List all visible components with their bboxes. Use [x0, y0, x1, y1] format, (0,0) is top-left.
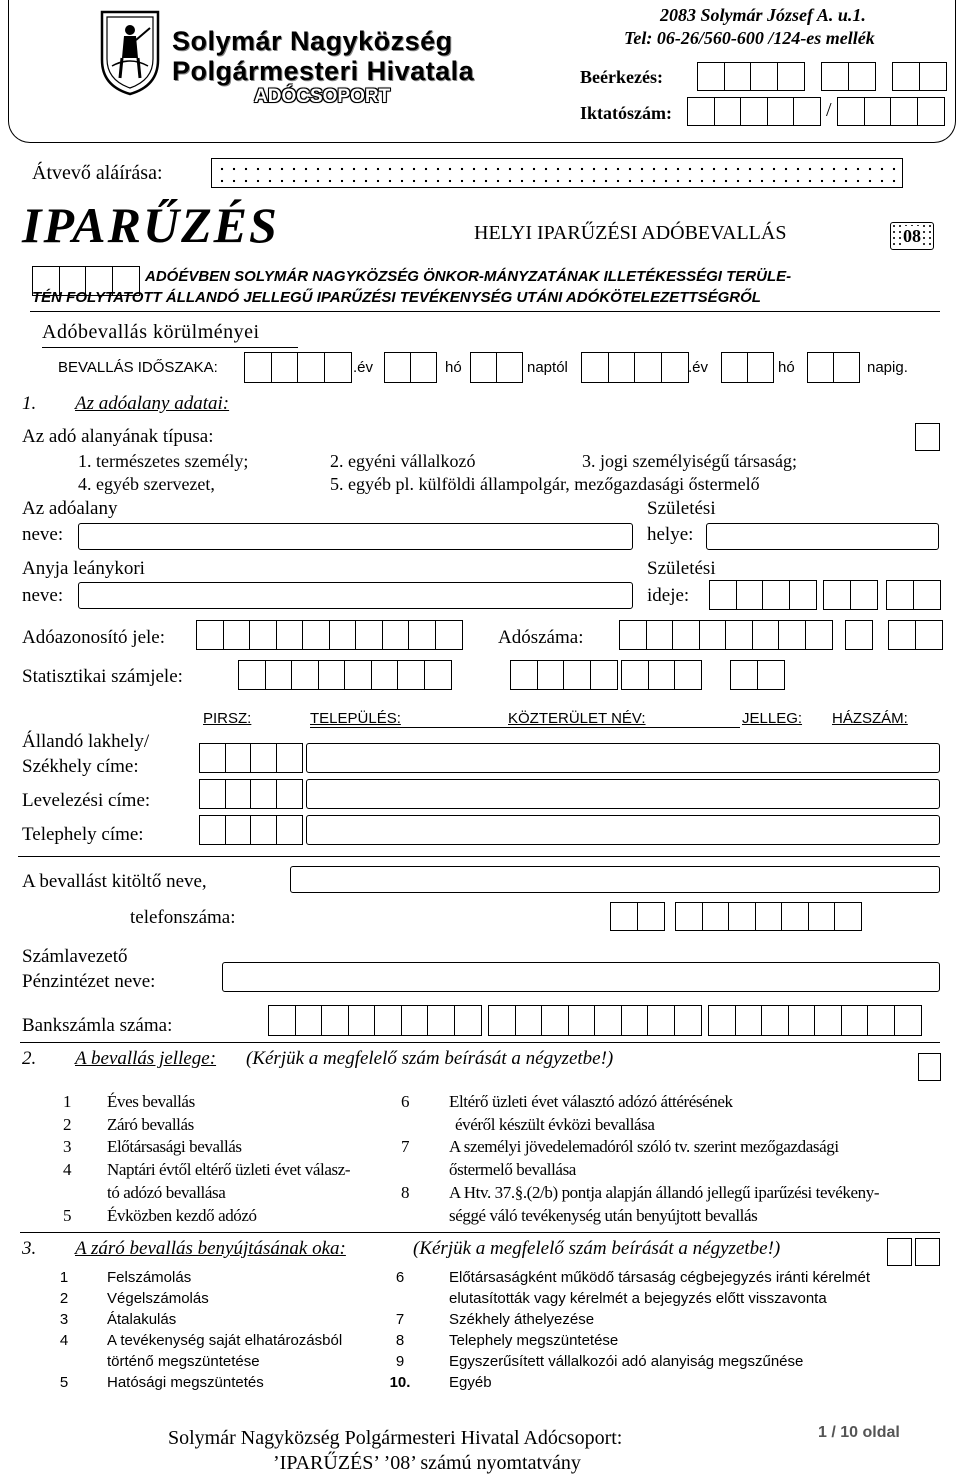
circumstances-heading: Adóbevallás körülményei: [42, 321, 260, 343]
declaration-option-text: Előtársasági bevallás: [107, 1137, 242, 1157]
period-digit-box[interactable]: [807, 352, 834, 383]
address-pirsz-digit-box[interactable]: [250, 815, 277, 845]
declaration-option-number: 4: [62, 1160, 72, 1180]
bank-account-digit-box[interactable]: [761, 1005, 789, 1036]
bank-name-label-1: Számlavezető: [22, 946, 128, 967]
closing-reason-number: 8: [395, 1332, 405, 1349]
taxpayer-type-4: 4. egyéb szervezet,: [78, 474, 215, 494]
filler-phone-label: telefonszáma:: [130, 907, 236, 928]
closing-reason-text: Telephely megszüntetése: [449, 1332, 619, 1349]
taxpayer-name-label-1: Az adóalany: [22, 498, 118, 519]
period-digit-box[interactable]: [496, 352, 523, 383]
phone-digit-box[interactable]: [781, 902, 809, 931]
address-header-kind: JELLEG:: [742, 710, 803, 727]
form-description-line2: TÉN FOLYTATOTT ÁLLANDÓ JELLEGŰ IPARŰZÉSI TEVÉKENYSÉG UTÁNI ADÓKÖTELEZETTSÉGRŐL: [32, 289, 761, 306]
footer-line1: Solymár Nagyközség Polgármesteri Hivatal Adócsoport:: [168, 1427, 623, 1449]
phone-digit-box[interactable]: [728, 902, 756, 931]
mother-name-label-2: neve:: [22, 585, 64, 606]
tax-id-digit-box[interactable]: [249, 620, 277, 650]
received-date-digit-box[interactable]: [777, 62, 805, 91]
received-date-digit-box[interactable]: [919, 62, 947, 91]
bank-name-field[interactable]: [222, 962, 940, 992]
bank-account-digit-box[interactable]: [867, 1005, 895, 1036]
site-address-label: Telephely címe:: [22, 824, 144, 845]
closing-reason-number: 7: [395, 1311, 405, 1328]
phone-digit-box[interactable]: [610, 902, 638, 931]
bank-account-digit-box[interactable]: [374, 1005, 402, 1036]
stat-code-digit-box[interactable]: [318, 660, 346, 690]
form-title-big: IPARŰZÉS: [22, 197, 279, 253]
form-number-badge: [890, 222, 934, 250]
mailing-address-label: Levelezési címe:: [22, 790, 151, 811]
address-header-city: TELEPÜLÉS:: [310, 710, 401, 727]
closing-reason-text: Székhely áthelyezése: [449, 1311, 595, 1328]
period-digit-box[interactable]: [244, 352, 272, 383]
divider: [18, 856, 940, 857]
mailing-address-field[interactable]: [306, 779, 940, 809]
received-date-digit-box[interactable]: [848, 62, 876, 91]
mother-name-label-1: Anyja leánykori: [22, 558, 145, 579]
closing-reason-text: Végelszámolás: [107, 1290, 209, 1307]
period-digit-box[interactable]: [324, 352, 352, 383]
bank-account-digit-box[interactable]: [894, 1005, 922, 1036]
filing-number-digit-box[interactable]: [890, 97, 918, 126]
phone-digit-box[interactable]: [808, 902, 836, 931]
section3-hint: (Kérjük a megfelelő szám beírását a négyzetbe!): [413, 1238, 781, 1259]
bank-account-digit-box[interactable]: [814, 1005, 842, 1036]
tax-number-digit-box[interactable]: [672, 620, 700, 650]
birthdate-digit-box[interactable]: [762, 580, 790, 610]
period-digit-box[interactable]: [271, 352, 299, 383]
tax-id-digit-box[interactable]: [276, 620, 304, 650]
tax-id-digit-box[interactable]: [408, 620, 436, 650]
form-description-line1: ADÓÉVBEN SOLYMÁR NAGYKÖZSÉG ÖNKOR-MÁNYZATÁNAK ILLETÉKESSÉGI TERÜLE-: [145, 268, 792, 285]
closing-reason-number: 6: [395, 1269, 405, 1286]
bank-account-digit-box[interactable]: [841, 1005, 869, 1036]
stat-code-digit-box[interactable]: [344, 660, 372, 690]
filing-number-digit-box[interactable]: [917, 97, 945, 126]
taxpayer-name-field[interactable]: [78, 523, 633, 550]
period-digit-box[interactable]: [721, 352, 748, 383]
period-digit-box[interactable]: [833, 352, 860, 383]
tax-number-digit-box[interactable]: [699, 620, 727, 650]
heading-underline: [42, 347, 298, 348]
address-pirsz-digit-box[interactable]: [276, 815, 303, 845]
form-title-sub: HELYI IPARŰZÉSI ADÓBEVALLÁS: [474, 222, 787, 244]
section2-number: 2.: [22, 1048, 37, 1069]
section1-title: Az adóalany adatai:: [75, 393, 230, 414]
period-digit-box[interactable]: [634, 352, 662, 383]
permanent-address-label-2: Székhely címe:: [22, 756, 139, 777]
closing-reason-box-2[interactable]: [915, 1238, 940, 1266]
declaration-option-number: 6: [400, 1092, 410, 1111]
filing-number-digit-box[interactable]: [837, 97, 865, 126]
address-pirsz-digit-box[interactable]: [276, 779, 303, 809]
tax-number-digit-box[interactable]: [845, 620, 873, 650]
declaration-option-text: Záró bevallás: [107, 1114, 194, 1134]
stat-code-digit-box[interactable]: [291, 660, 319, 690]
filing-number-digit-box[interactable]: [793, 97, 821, 126]
tax-id-digit-box[interactable]: [223, 620, 251, 650]
birthdate-digit-box[interactable]: [886, 580, 914, 610]
declaration-option-text: Naptári évtől eltérő üzleti évet válasz-: [107, 1160, 351, 1180]
closing-reason-text: elutasították vagy kérelmét a bejegyzés előtt visszavonta: [449, 1290, 827, 1307]
stat-code-digit-box[interactable]: [674, 660, 702, 690]
period-to-label: napig.: [867, 359, 908, 376]
phone-digit-box[interactable]: [637, 902, 665, 931]
declaration-option-number: 2: [62, 1114, 72, 1134]
office-name-line2: Polgármesteri Hivatala: [172, 56, 475, 86]
section2-hint: (Kérjük a megfelelő szám beírását a négyzetbe!): [246, 1048, 614, 1069]
divider: [20, 1042, 940, 1043]
bank-account-digit-box[interactable]: [295, 1005, 323, 1036]
period-digit-box[interactable]: [661, 352, 689, 383]
filing-number-digit-box[interactable]: [740, 97, 768, 126]
address-pirsz-digit-box[interactable]: [276, 743, 303, 773]
period-digit-box[interactable]: [410, 352, 437, 383]
received-date-digit-box[interactable]: [697, 62, 725, 91]
taxpayer-type-3: 3. jogi személyiségű társaság;: [582, 451, 797, 471]
received-label: Beérkezés:: [580, 67, 663, 87]
address-header-street: KÖZTERÜLET NÉV:: [508, 710, 646, 727]
divider: [30, 311, 940, 312]
address-pirsz-digit-box[interactable]: [225, 815, 252, 845]
birthplace-label-1: Születési: [647, 498, 716, 519]
closing-reason-number: 2: [59, 1290, 69, 1307]
birthdate-label-1: Születési: [647, 558, 716, 579]
office-address: 2083 Solymár József A. u.1.: [660, 5, 866, 25]
filing-number-digit-box[interactable]: [767, 97, 795, 126]
birthdate-digit-box[interactable]: [913, 580, 941, 610]
stat-code-digit-box[interactable]: [563, 660, 591, 690]
period-from-label: naptól: [527, 359, 568, 376]
phone-digit-box[interactable]: [675, 902, 703, 931]
declaration-option-text: tó adózó bevallása: [107, 1182, 226, 1202]
section1-number: 1.: [22, 393, 37, 414]
declaration-option-text: Éves bevallás: [107, 1092, 195, 1111]
received-date-digit-box[interactable]: [750, 62, 778, 91]
closing-reason-text: Hatósági megszüntetés: [107, 1374, 264, 1391]
declaration-option-text: őstermelő bevallása: [449, 1160, 576, 1180]
period-month-label-1: hó: [445, 359, 462, 376]
stat-code-digit-box[interactable]: [590, 660, 618, 690]
received-date-digit-box[interactable]: [821, 62, 849, 91]
declaration-type-box[interactable]: [918, 1053, 941, 1081]
tax-number-digit-box[interactable]: [805, 620, 833, 650]
bank-account-digit-box[interactable]: [401, 1005, 429, 1036]
declaration-option-text: A személyi jövedelemadóról szóló tv. szerint mezőgazdasági: [449, 1137, 839, 1157]
address-pirsz-digit-box[interactable]: [199, 743, 226, 773]
bank-account-digit-box[interactable]: [708, 1005, 736, 1036]
footer-line2: ’IPARŰZÉS’ ’08’ számú nyomtatvány: [273, 1452, 581, 1474]
declaration-option-number: 5: [62, 1205, 72, 1225]
taxpayer-name-label-2: neve:: [22, 524, 64, 545]
stat-code-digit-box[interactable]: [424, 660, 452, 690]
address-pirsz-digit-box[interactable]: [250, 779, 277, 809]
phone-digit-box[interactable]: [834, 902, 862, 931]
period-digit-box[interactable]: [384, 352, 411, 383]
stat-code-digit-box[interactable]: [757, 660, 785, 690]
declaration-option-number: 3: [62, 1137, 72, 1157]
tax-number-digit-box[interactable]: [619, 620, 647, 650]
period-month-label-2: hó: [778, 359, 795, 376]
filing-number-digit-box[interactable]: [687, 97, 715, 126]
closing-reason-text: Egyéb: [449, 1374, 492, 1391]
bank-account-digit-box[interactable]: [454, 1005, 482, 1036]
bank-account-digit-box[interactable]: [647, 1005, 675, 1036]
address-header-line: [310, 727, 740, 728]
tax-id-digit-box[interactable]: [329, 620, 357, 650]
stat-code-digit-box[interactable]: [371, 660, 399, 690]
closing-reason-text: Egyszerűsített vállalkozói adó alanyiság megszűnése: [449, 1353, 804, 1370]
filler-name-field[interactable]: [290, 866, 940, 893]
form-number: 08: [903, 226, 921, 246]
closing-reason-text: Előtársaságként működő társaság cégbejegyzés iránti kérelmét: [449, 1269, 871, 1286]
stat-code-digit-box[interactable]: [510, 660, 538, 690]
section3-number: 3.: [22, 1238, 37, 1259]
taxpayer-type-label: Az adó alanyának típusa:: [22, 426, 214, 447]
period-year-label-1: .év: [353, 359, 374, 376]
closing-reason-number: 1: [59, 1269, 69, 1286]
bank-account-digit-box[interactable]: [788, 1005, 816, 1036]
taxpayer-type-2: 2. egyéni vállalkozó: [330, 451, 476, 471]
tax-number-digit-box[interactable]: [752, 620, 780, 650]
bank-name-label-2: Pénzintézet neve:: [22, 971, 156, 992]
closing-reason-number: 10.: [389, 1374, 411, 1391]
address-header-pirsz: PIRSZ:: [203, 710, 252, 727]
permanent-address-label-1: Állandó lakhely/: [22, 731, 150, 752]
closing-reason-text: Átalakulás: [107, 1311, 177, 1328]
bank-account-digit-box[interactable]: [488, 1005, 516, 1036]
office-name-line1: Solymár Nagyközség: [172, 26, 453, 56]
divider: [20, 1232, 940, 1233]
bank-account-digit-box[interactable]: [515, 1005, 543, 1036]
closing-reason-text: A tevékenység saját elhatározásból: [107, 1332, 343, 1349]
taxpayer-type-box[interactable]: [915, 423, 940, 451]
filing-number-digit-box[interactable]: [864, 97, 892, 126]
section3-title: A záró bevallás benyújtásának oka:: [75, 1238, 346, 1259]
address-pirsz-digit-box[interactable]: [199, 815, 226, 845]
declaration-option-number: 1: [62, 1092, 72, 1111]
tax-number-label: Adószáma:: [498, 627, 584, 648]
birthdate-digit-box[interactable]: [823, 580, 851, 610]
mother-name-field[interactable]: [78, 582, 633, 609]
bank-account-digit-box[interactable]: [541, 1005, 569, 1036]
office-phone: Tel: 06-26/560-600 /124-es mellék: [624, 28, 875, 48]
birthdate-digit-box[interactable]: [736, 580, 764, 610]
filing-separator: /: [826, 99, 832, 121]
address-pirsz-digit-box[interactable]: [225, 779, 252, 809]
signature-label: Átvevő aláírása:: [32, 162, 163, 184]
filler-name-label: A bevallást kitöltő neve,: [22, 871, 207, 892]
stat-code-digit-box[interactable]: [238, 660, 266, 690]
declaration-option-text: Eltérő üzleti évet választó adózó áttérésének: [449, 1092, 733, 1111]
filing-number-digit-box[interactable]: [714, 97, 742, 126]
birthplace-label-2: helye:: [647, 524, 694, 545]
period-digit-box[interactable]: [470, 352, 497, 383]
closing-reason-number: 4: [59, 1332, 69, 1349]
birthdate-digit-box[interactable]: [850, 580, 878, 610]
tax-number-digit-box[interactable]: [646, 620, 674, 650]
birthdate-label-2: ideje:: [647, 585, 690, 606]
stat-code-digit-box[interactable]: [648, 660, 676, 690]
bank-account-digit-box[interactable]: [568, 1005, 596, 1036]
period-label: BEVALLÁS IDŐSZAKA:: [58, 359, 218, 376]
closing-reason-text: történő megszüntetése: [107, 1353, 260, 1370]
received-date-digit-box[interactable]: [724, 62, 752, 91]
birthdate-digit-box[interactable]: [709, 580, 737, 610]
declaration-option-text: Évközben kezdő adózó: [107, 1205, 257, 1225]
closing-reason-text: Felszámolás: [107, 1269, 192, 1286]
bank-account-label: Bankszámla száma:: [22, 1015, 173, 1036]
declaration-option-number: 8: [400, 1182, 410, 1202]
bank-account-digit-box[interactable]: [321, 1005, 349, 1036]
tax-id-label: Adóazonosító jele:: [22, 627, 165, 648]
closing-reason-number: 3: [59, 1311, 69, 1328]
permanent-address-field[interactable]: [306, 743, 940, 773]
phone-digit-box[interactable]: [702, 902, 730, 931]
period-digit-box[interactable]: [608, 352, 636, 383]
period-digit-box[interactable]: [297, 352, 325, 383]
stat-code-digit-box[interactable]: [265, 660, 293, 690]
site-address-field[interactable]: [306, 815, 940, 845]
address-pirsz-digit-box[interactable]: [250, 743, 277, 773]
phone-digit-box[interactable]: [755, 902, 783, 931]
coat-of-arms-icon: [98, 6, 162, 98]
bank-account-digit-box[interactable]: [674, 1005, 702, 1036]
bank-account-digit-box[interactable]: [735, 1005, 763, 1036]
closing-reason-number: 5: [59, 1374, 69, 1391]
stat-code-digit-box[interactable]: [537, 660, 565, 690]
filing-label: Iktatószám:: [580, 103, 672, 123]
tax-number-digit-box[interactable]: [888, 620, 916, 650]
address-header-number: HÁZSZÁM:: [832, 710, 908, 727]
section2-title: A bevallás jellege:: [75, 1048, 217, 1069]
tax-id-digit-box[interactable]: [382, 620, 410, 650]
birthplace-field[interactable]: [706, 523, 939, 550]
tax-number-digit-box[interactable]: [915, 620, 943, 650]
period-year-label-2: .év: [688, 359, 709, 376]
tax-id-digit-box[interactable]: [196, 620, 224, 650]
period-digit-box[interactable]: [747, 352, 774, 383]
stat-code-label: Statisztikai számjele:: [22, 666, 183, 687]
stat-code-digit-box[interactable]: [397, 660, 425, 690]
tax-id-digit-box[interactable]: [302, 620, 330, 650]
bank-account-digit-box[interactable]: [621, 1005, 649, 1036]
taxpayer-type-1: 1. természetes személy;: [78, 451, 249, 471]
tax-id-digit-box[interactable]: [435, 620, 463, 650]
tax-number-digit-box[interactable]: [725, 620, 753, 650]
address-pirsz-digit-box[interactable]: [225, 743, 252, 773]
page-indicator: 1 / 10 oldal: [818, 1424, 900, 1441]
tax-number-digit-box[interactable]: [778, 620, 806, 650]
period-digit-box[interactable]: [581, 352, 609, 383]
birthdate-digit-box[interactable]: [789, 580, 817, 610]
closing-reason-number: 9: [395, 1353, 405, 1370]
bank-account-digit-box[interactable]: [427, 1005, 455, 1036]
declaration-option-number: 7: [400, 1137, 410, 1157]
received-date-digit-box[interactable]: [892, 62, 920, 91]
bank-account-digit-box[interactable]: [594, 1005, 622, 1036]
declaration-option-text: séggé váló tevékenység után benyújtott bevallás: [449, 1205, 758, 1225]
stat-code-digit-box[interactable]: [621, 660, 649, 690]
bank-account-digit-box[interactable]: [268, 1005, 296, 1036]
signature-field[interactable]: [211, 158, 903, 188]
closing-reason-box-1[interactable]: [887, 1238, 912, 1266]
office-department: ADÓCSOPORT: [254, 86, 391, 107]
declaration-option-text: évéről készült évközi bevallása: [455, 1114, 655, 1134]
bank-account-digit-box[interactable]: [348, 1005, 376, 1036]
tax-id-digit-box[interactable]: [355, 620, 383, 650]
taxpayer-type-5: 5. egyéb pl. külföldi állampolgár, mezőgazdasági őstermelő: [330, 474, 760, 494]
stat-code-digit-box[interactable]: [730, 660, 758, 690]
address-pirsz-digit-box[interactable]: [199, 779, 226, 809]
declaration-option-text: A Htv. 37.§.(2/b) pontja alapján állandó jellegű iparűzési tevékeny-: [449, 1182, 880, 1202]
